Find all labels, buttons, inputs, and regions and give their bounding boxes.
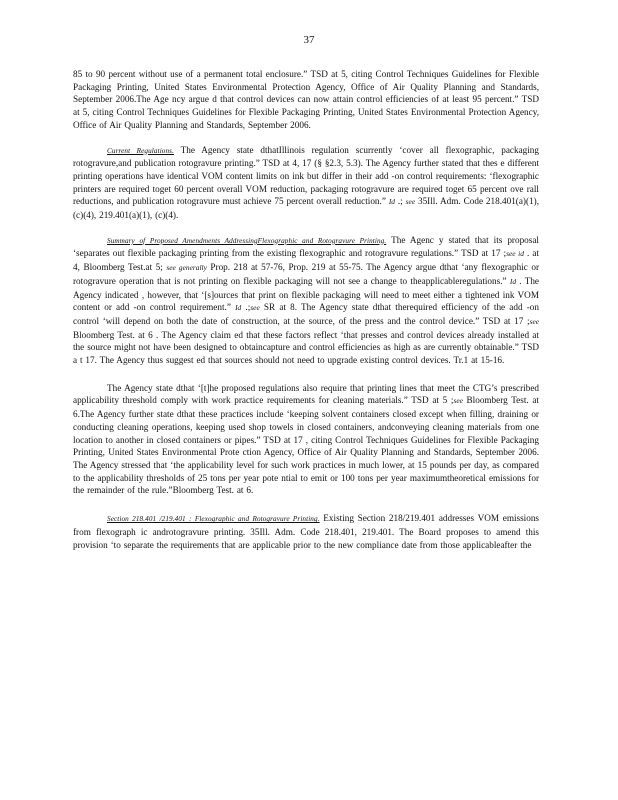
document-body — [73, 68, 539, 551]
paragraph-work-practices — [73, 382, 539, 497]
citation-see-id: see id — [506, 249, 524, 259]
citation-id: Id — [388, 197, 395, 207]
paragraph-section-218-401 — [73, 512, 539, 551]
paragraph-text: .; — [394, 196, 406, 207]
paragraph-text: The Agency state dthat ‘[t]he proposed regulations also require that printing lines that meet the CTG’s prescribed applicability threshold comply with work practice requirements for cleaning materials.” TSD at 5 ; — [73, 382, 539, 406]
citation-see: see — [529, 316, 539, 326]
paragraph-text: Bloomberg Test. at 6.The Agency further state dthat these practices include ‘keeping solvent containers closed except when filling, draining or conducting cleaning operations, keeping used shop towels in closed containers, andconveying cleaning materials from one location to another in closed containers or pipes.” TSD at 17 , citing Control Techniques Guidelines for Flexible Packaging Printing, United States Environmental Prote ction Agency, Office of Air Quality Planning and Standards, September 2006. The Agency stressed that ‘the applicability level for such work practices in much lower, at 15 pounds per day, as compared to the applicability thresholds of 25 tons per year pote ntial to emit or 100 tons per year maximumtheoretical emissions for the remainder of the rule.”Bloomberg Test. at 6. — [73, 395, 539, 496]
paragraph-text: The Agenc y stated that its proposal ‘separates out flexible packaging printing from the existing flexographic and rotogravure regulations.” TSD at 17 ; — [73, 234, 539, 259]
citation-see: see — [250, 303, 260, 313]
paragraph-current-regulations — [73, 144, 539, 222]
paragraph-text: . The Agency indicated , however, that ‘[s]ources that print on flexible packaging will need to meet either a tightened ink VOM content or add -on control requirement.” — [73, 275, 539, 313]
paragraph-text: Prop. 218 at 57-76, Prop. 219 at 55-75. The Agency argue dthat ‘any flexographic or rotogravure operation that is not printing on flexible packaging will not see a change to theapplicableregulations.” — [73, 262, 540, 286]
section-heading-current-regulations: Current Regulations. — [107, 146, 174, 155]
section-heading-218-401: Section 218.401 /219.401 : Flexographic and Rotogravure Printing. — [107, 515, 320, 524]
paragraph-text: SR at 8. The Agency state dthat therequired efficiency of the add -on control ‘will depend on both the date of construction, at the source, of the press and the control device.” TSD at 17 ; — [73, 302, 539, 326]
paragraph-text: .; — [241, 302, 251, 313]
paragraph-text: Existing Section 218/219.401 addresses VOM emissions from flexograph ic androtogravure printing. 35Ill. Adm. Code 218.401, 219.401. The Board proposes to amend this provision ‘to separate the requirements that are applicable prior to the new compliance date from those applicableafter the — [73, 513, 539, 550]
citation-id: Id — [235, 303, 242, 313]
paragraph-text: 35Ill. Adm. Code 218.401(a)(1), (c)(4), 219.401(a)(1), (c)(4). — [73, 196, 539, 221]
paragraph-summary-amendments — [73, 234, 539, 367]
page-number: 37 — [303, 34, 315, 46]
paragraph-continuation — [73, 68, 539, 132]
paragraph-text: The Agency state dthatIllinois regulation scurrently ‘cover all flexographic, packaging rotogravure,and publication rotogravure printing.” TSD at 4, 17 (§ §2.3, 5.3). The Agency further stated that thes e different printing operations have identical VOM content limits on ink but differ in their add -on control requirements: ‘flexographic printers are required toget 60 percent overall VOM reduction, packaging rotogravure are required toget 65 percent ove rall reductions, and publication rotogravure must achieve 75 percent overall reduction.” — [73, 144, 539, 207]
paragraph-text: 85 to 90 percent without use of a permanent total enclosure.” TSD at 5, citing Control Techniques Guidelines for Flexible Packaging Printing, United States Environmental Protection Agency, Office of Air Quality Planning and Standards, September 2006.The Age ncy argue d that control devices can now attain control efficiencies of at least 95 percent.” TSD at 5, citing Control Techniques Guidelines for Flexible Packaging Printing, United States Environmental Protection Agency, Office of Air Quality Planning and Standards, September 2006. — [73, 69, 539, 130]
paragraph-text: Bloomberg Test. at 6 . The Agency claim ed that these factors reflect ‘that presses and control devices already installed at the source might not have been designed to obtaincapture and control efficiencies as high as are currently obtainable.” TSD a t 17. The Agency thus suggest ed that sources should not need to upgrade existing control devices. Tr.1 at 15-16. — [73, 329, 539, 366]
section-heading-summary-amendments: Summary of Proposed Amendments AddressingFlexographic and Rotogravure Printing. — [107, 236, 387, 245]
citation-see: see — [405, 197, 416, 207]
citation-see-generally: see generally — [166, 263, 207, 273]
citation-see: see — [453, 396, 463, 406]
citation-id: Id — [509, 276, 517, 286]
paragraph-text: . at 4, Bloomberg Test.at 5; — [73, 248, 539, 273]
